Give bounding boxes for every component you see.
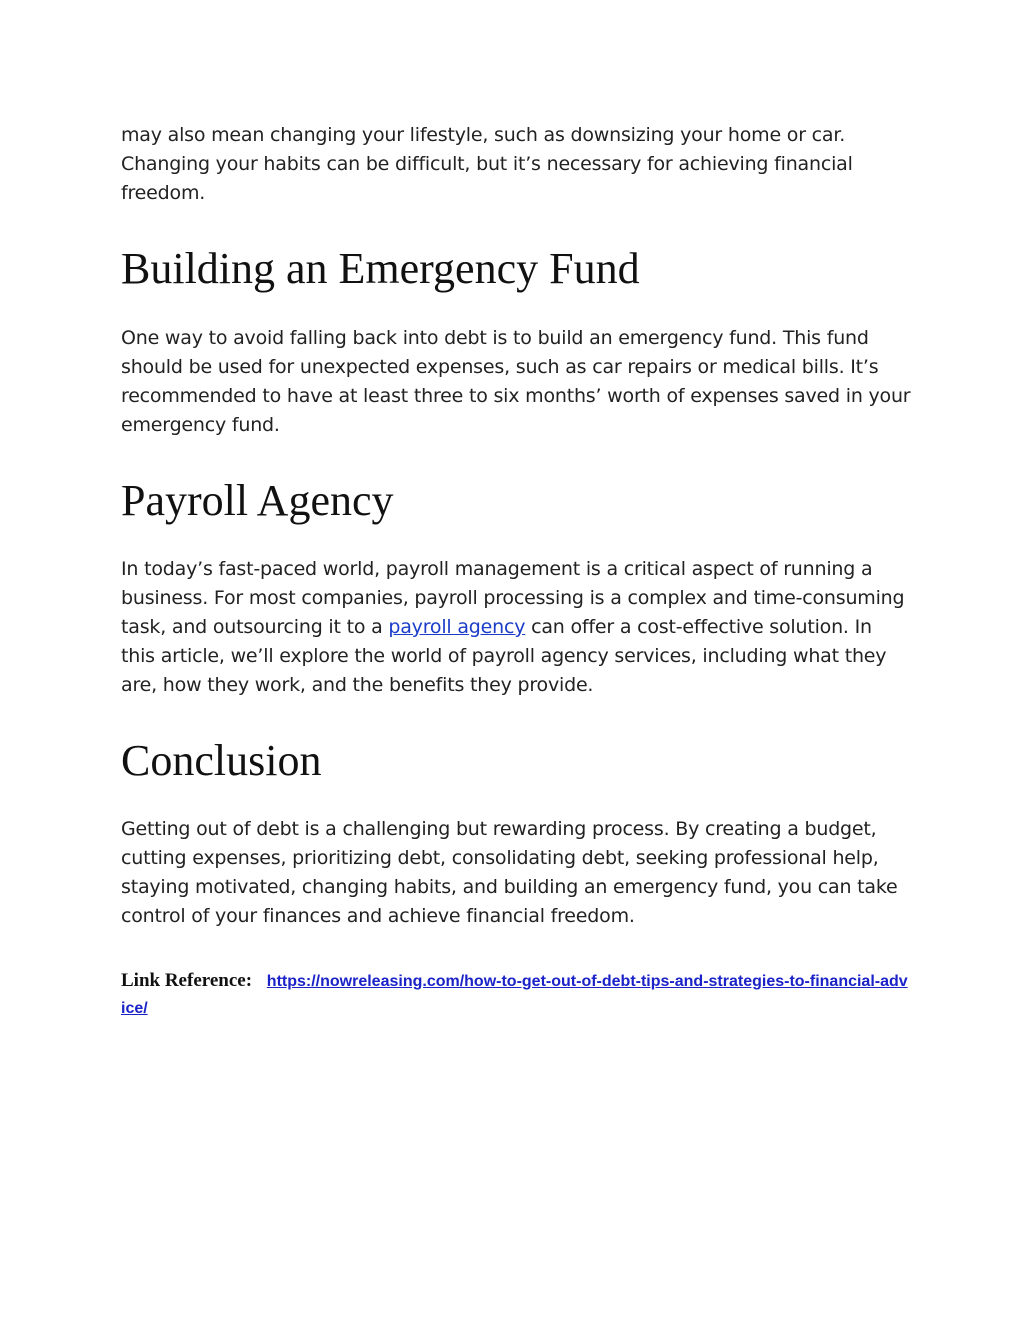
conclusion-paragraph: Getting out of debt is a challenging but rewarding process. By creating a budget, cutting expenses, prioritizing debt, consolidating debt, seeking professional help, staying motivated, changing habits, and building an emergency fund, you can take control of your finances and achieve financial freedom.: [121, 818, 898, 927]
heading-conclusion: Conclusion: [121, 736, 322, 785]
link-reference-url[interactable]: https://nowreleasing.com/how-to-get-out-of-debt-tips-and-strategies-to-financial-advice/: [121, 973, 908, 1017]
payroll-agency-link[interactable]: payroll agency: [388, 616, 526, 638]
payroll-text-after-link: can offer a cost-effective solution. In this article, we’ll explore the world of payroll agency services, including what they are, how they work, and the benefits they provide.: [121, 616, 887, 696]
link-reference-label: Link Reference:: [121, 970, 253, 991]
payroll-text-before-link: In today’s fast-paced world, payroll management is a critical aspect of running a business. For most companies, payroll processing is a complex and time-consuming task, and outsourcing it to a: [121, 558, 905, 638]
payroll-paragraph: [121, 555, 911, 700]
emergency-fund-paragraph: One way to avoid falling back into debt is to build an emergency fund. This fund should be used for unexpected expenses, such as car repairs or medical bills. It’s recommended to have at least three to six months’ worth of expenses saved in your emergency fund.: [121, 327, 911, 436]
heading-emergency-fund: Building an Emergency Fund: [121, 244, 640, 293]
link-reference: [121, 968, 911, 1022]
document-content: [121, 121, 911, 1022]
intro-paragraph: may also mean changing your lifestyle, such as downsizing your home or car. Changing your habits can be difficult, but it’s necessary for achieving financial freedom.: [121, 124, 853, 204]
heading-payroll-agency: Payroll Agency: [121, 476, 394, 525]
